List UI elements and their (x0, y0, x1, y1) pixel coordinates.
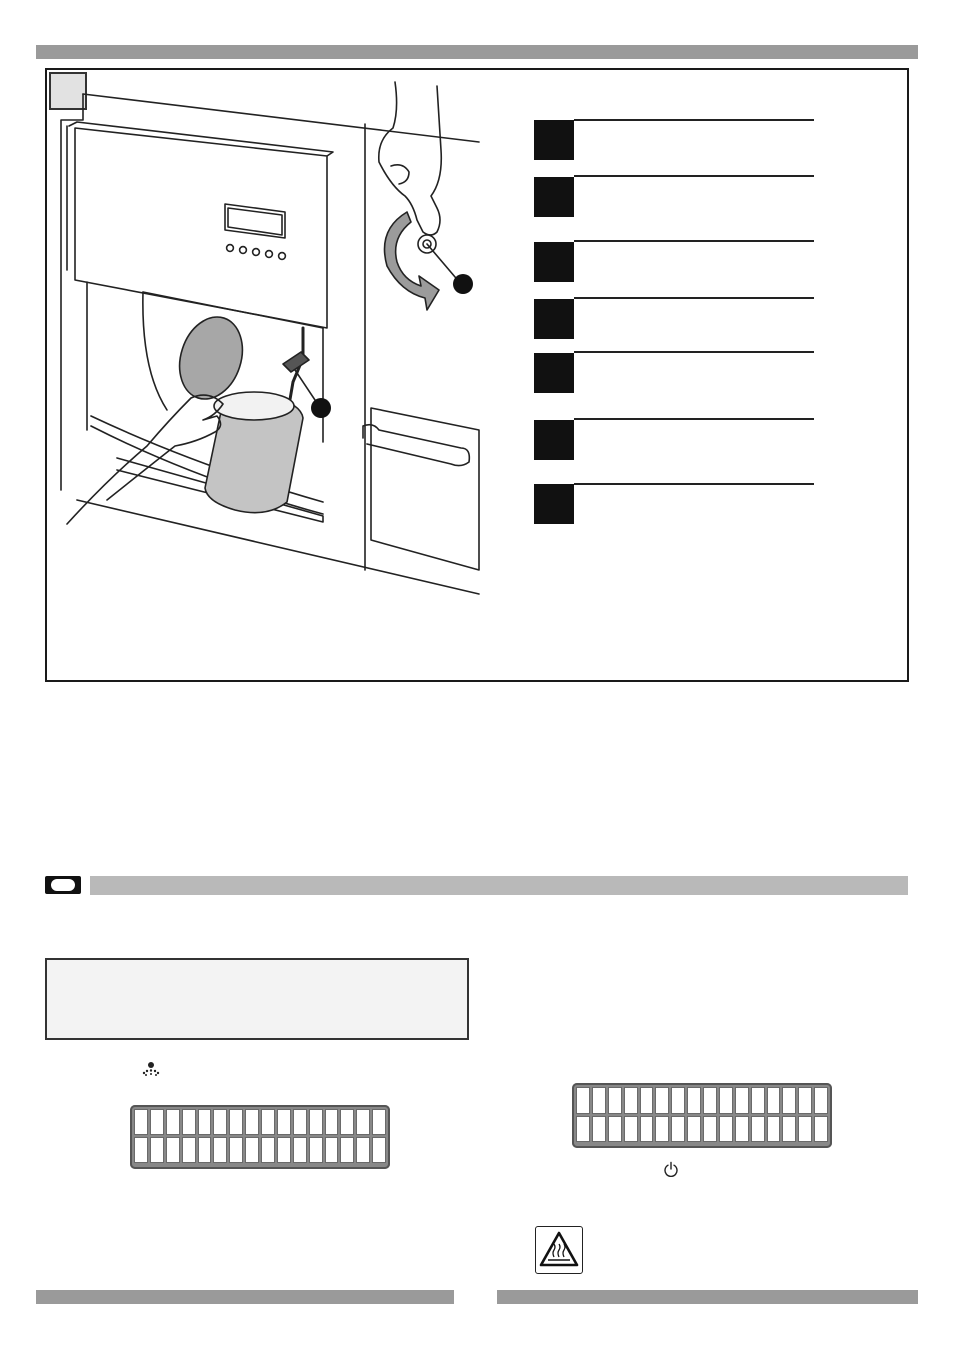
coffee-machine-steam-illustration (47, 70, 487, 600)
lcd-cell (150, 1137, 164, 1163)
lcd-display-left (130, 1105, 390, 1169)
lcd-cell (150, 1109, 164, 1135)
lcd-cell (325, 1109, 339, 1135)
lcd-cell (277, 1109, 291, 1135)
bottom-rule-bar-left (36, 1290, 454, 1304)
section-marker-inner (51, 879, 75, 891)
lcd-cell (277, 1137, 291, 1163)
lcd-cell (261, 1137, 275, 1163)
lcd-cell (735, 1116, 749, 1143)
lcd-cell (213, 1137, 227, 1163)
lcd-cell (687, 1087, 701, 1114)
lcd-cell (309, 1109, 323, 1135)
lcd-cell (703, 1116, 717, 1143)
lcd-display-right (572, 1083, 832, 1148)
lcd-cell (229, 1109, 243, 1135)
lcd-cell (798, 1087, 812, 1114)
lcd-cell (640, 1087, 654, 1114)
hot-surface-warning-icon (535, 1226, 583, 1274)
lcd-cell (576, 1116, 590, 1143)
lcd-cell (134, 1109, 148, 1135)
lcd-cell (782, 1087, 796, 1114)
lcd-cell (325, 1137, 339, 1163)
step-rule-4 (574, 297, 814, 299)
lcd-cell (671, 1087, 685, 1114)
lcd-cell (719, 1087, 733, 1114)
lcd-cell (608, 1087, 622, 1114)
lcd-cell (340, 1109, 354, 1135)
lcd-cell (751, 1087, 765, 1114)
lcd-cell (372, 1109, 386, 1135)
step-marker-3 (534, 242, 574, 282)
lcd-cell (245, 1137, 259, 1163)
section-marker (45, 876, 81, 894)
lcd-cell (640, 1116, 654, 1143)
step-marker-2 (534, 177, 574, 217)
lcd-cell (229, 1137, 243, 1163)
lcd-cell (671, 1116, 685, 1143)
lcd-cell (592, 1116, 606, 1143)
lcd-cell (356, 1137, 370, 1163)
lcd-cell (166, 1109, 180, 1135)
steam-icon (141, 1060, 161, 1076)
power-icon (663, 1161, 679, 1177)
lcd-cell (687, 1116, 701, 1143)
section-header-bar (90, 876, 908, 895)
lcd-cell (356, 1109, 370, 1135)
lcd-cell (293, 1137, 307, 1163)
lcd-cell (166, 1137, 180, 1163)
lcd-cell (814, 1116, 828, 1143)
lcd-cell (624, 1087, 638, 1114)
step-marker-7 (534, 484, 574, 524)
lcd-cell (703, 1087, 717, 1114)
lcd-cell (767, 1116, 781, 1143)
lcd-cell (655, 1116, 669, 1143)
step-marker-5 (534, 353, 574, 393)
figure-frame (45, 68, 909, 682)
lcd-cell (198, 1137, 212, 1163)
lcd-cell (782, 1116, 796, 1143)
step-rule-5 (574, 351, 814, 353)
lcd-cell (182, 1109, 196, 1135)
lcd-cell (767, 1087, 781, 1114)
step-rule-3 (574, 240, 814, 242)
lcd-cell (735, 1087, 749, 1114)
hot-surface-triangle-icon (536, 1227, 582, 1273)
lcd-cell (719, 1116, 733, 1143)
lcd-cell (624, 1116, 638, 1143)
lcd-cell (608, 1116, 622, 1143)
step-marker-4 (534, 299, 574, 339)
lcd-cell (655, 1087, 669, 1114)
lcd-cell (751, 1116, 765, 1143)
step-marker-6 (534, 420, 574, 460)
lcd-cell (798, 1116, 812, 1143)
lcd-cell (340, 1137, 354, 1163)
step-rule-1 (574, 119, 814, 121)
lcd-cell (576, 1087, 590, 1114)
lcd-cell (293, 1109, 307, 1135)
step-marker-1 (534, 120, 574, 160)
lcd-cell (261, 1109, 275, 1135)
step-rule-2 (574, 175, 814, 177)
lcd-cell (213, 1109, 227, 1135)
lcd-cell (245, 1109, 259, 1135)
step-rule-6 (574, 418, 814, 420)
lcd-cell (814, 1087, 828, 1114)
lcd-cell (182, 1137, 196, 1163)
lcd-cell (592, 1087, 606, 1114)
lcd-cell (134, 1137, 148, 1163)
bottom-rule-bar-right (497, 1290, 918, 1304)
lcd-cell (309, 1137, 323, 1163)
step-rule-7 (574, 483, 814, 485)
top-rule-bar (36, 45, 918, 59)
lcd-cell (372, 1137, 386, 1163)
note-box (45, 958, 469, 1040)
lcd-cell (198, 1109, 212, 1135)
